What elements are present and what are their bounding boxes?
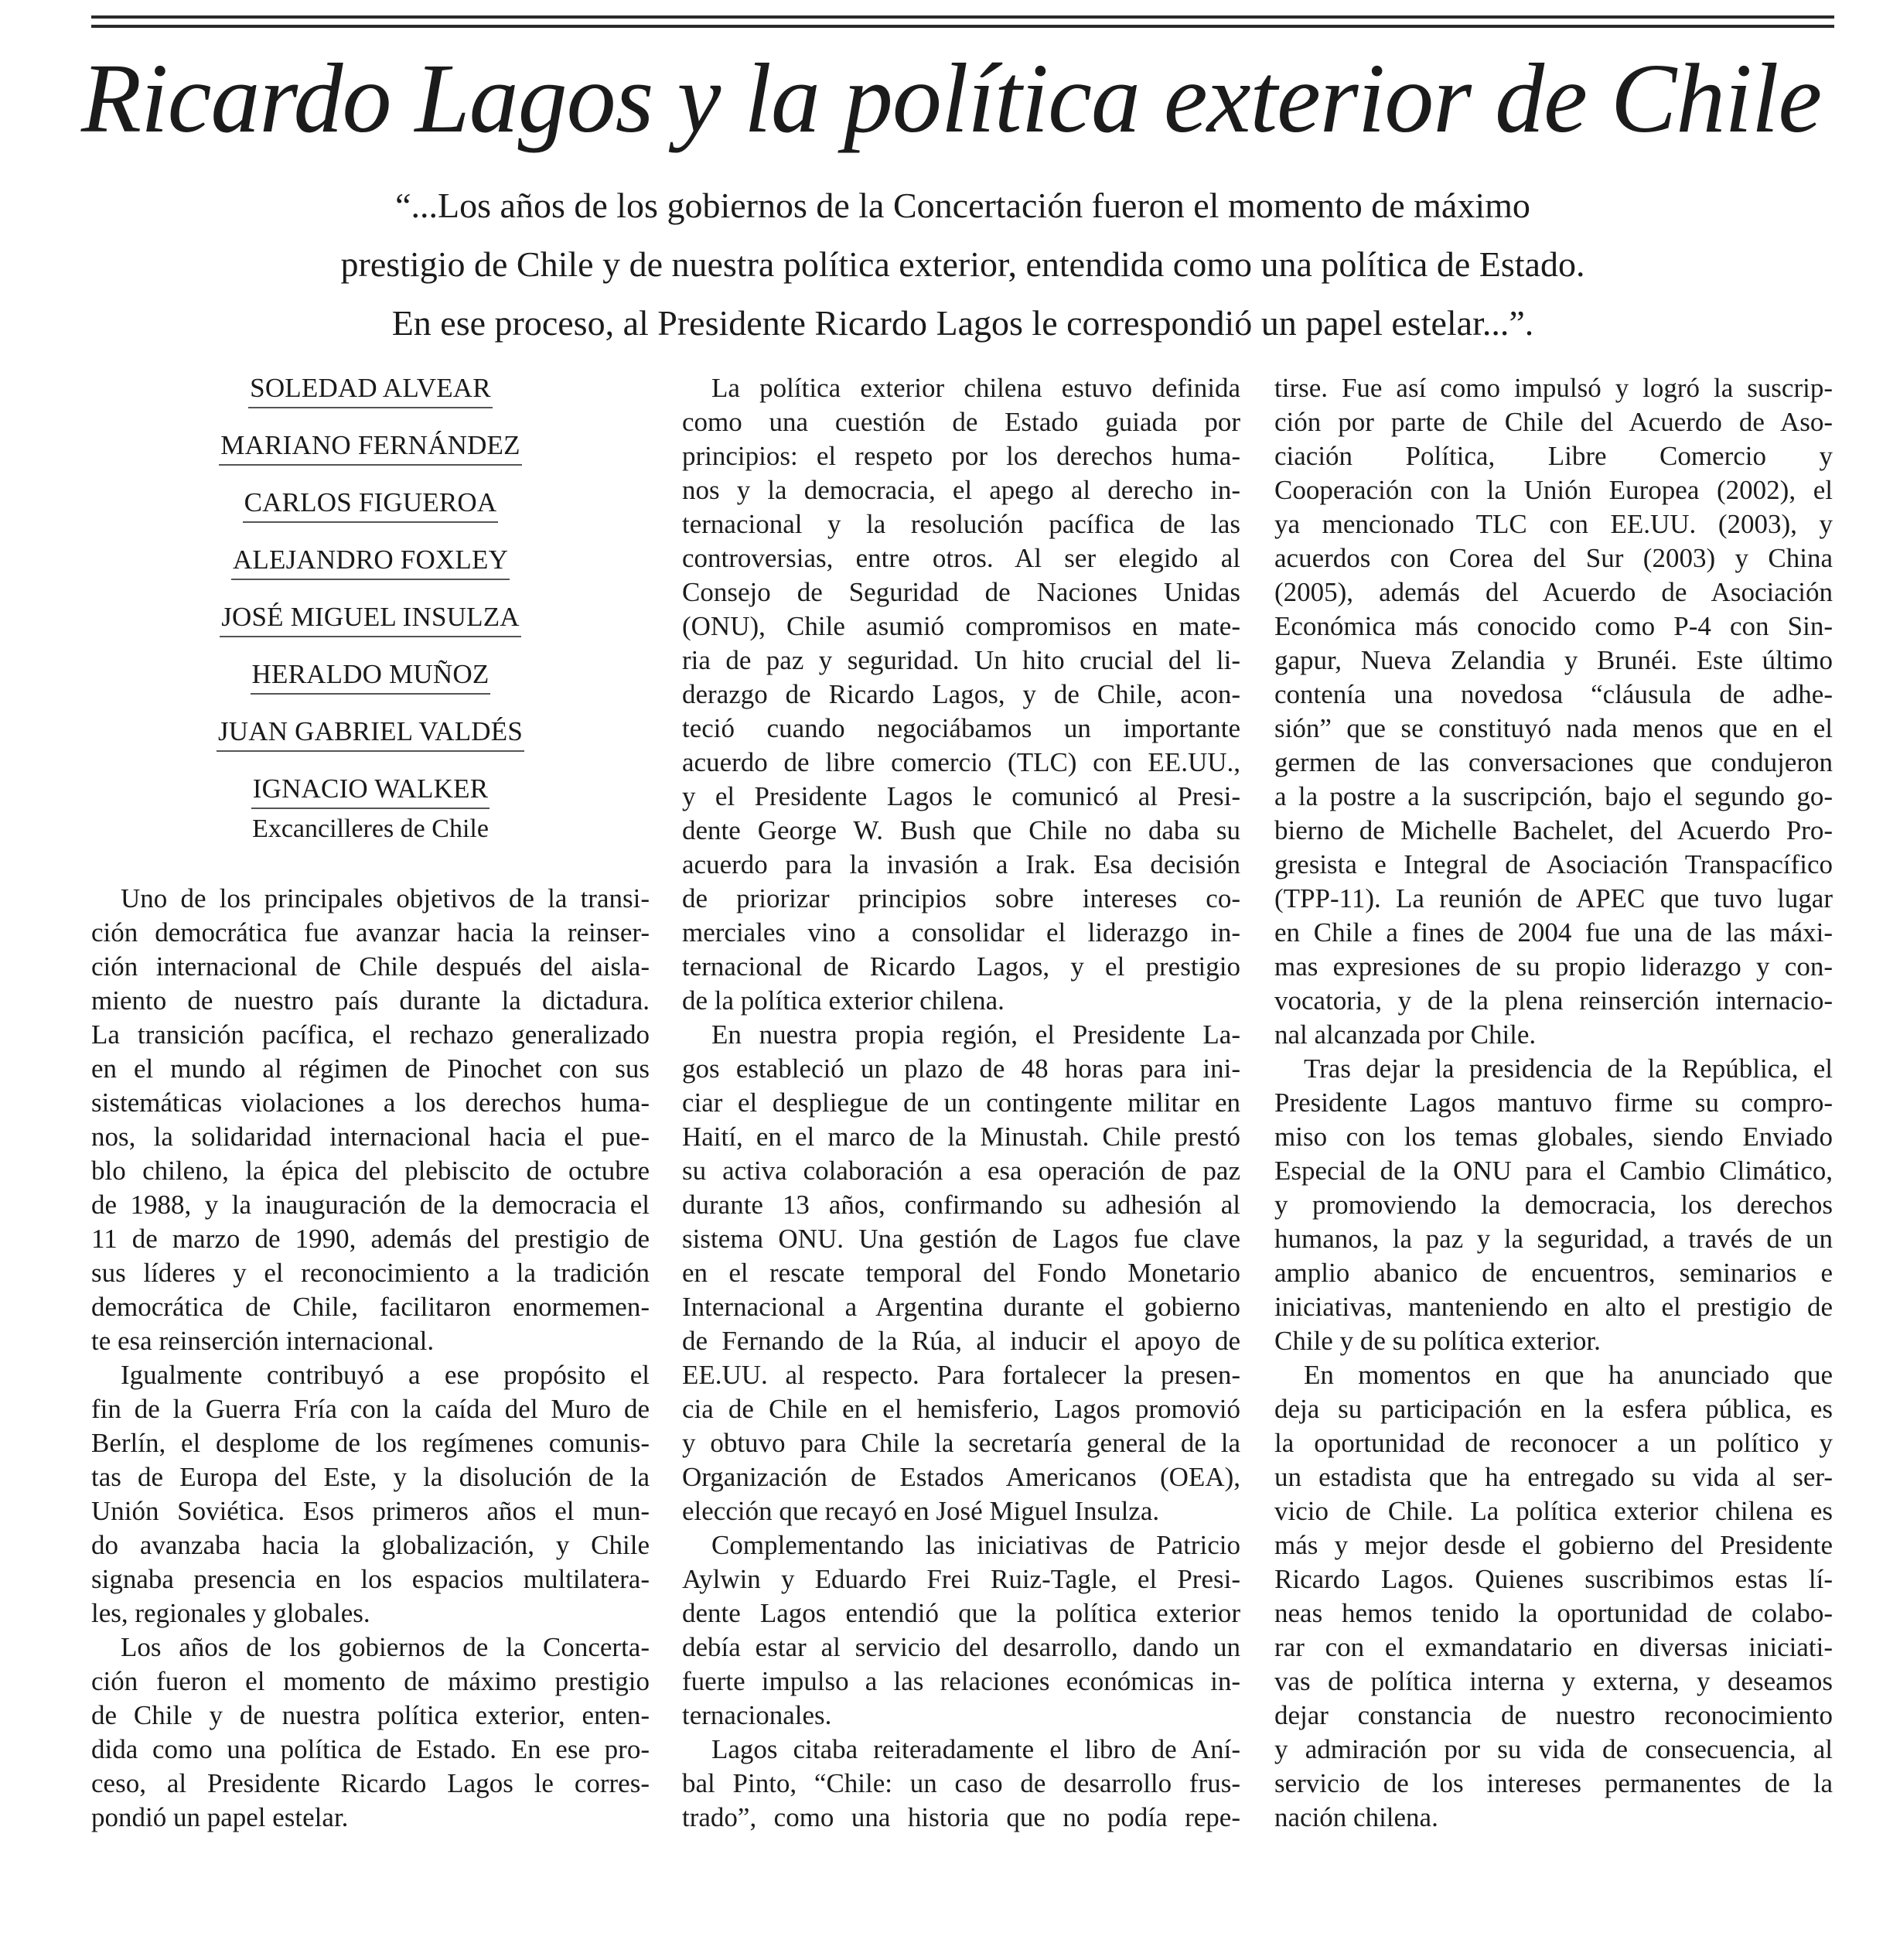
author-name: IGNACIO WALKER [251, 772, 490, 809]
paragraph-line: EE.UU. al respecto. Para fortalecer la presen- [682, 1360, 1240, 1390]
paragraph-line: vicio de Chile. La política exterior chilena es [1274, 1496, 1833, 1526]
pull-quote-line: prestigio de Chile y de nuestra política exterior, entendida como una política de Estado. [340, 244, 1585, 284]
paragraph-line: ria de paz y seguridad. Un hito crucial del li- [682, 645, 1240, 675]
paragraph-line: les, regionales y globales. [91, 1598, 370, 1628]
author-name: SOLEDAD ALVEAR [248, 371, 493, 408]
paragraph-line: Complementando las iniciativas de Patricio [711, 1530, 1240, 1560]
paragraph-line: ción internacional de Chile después del aisla- [91, 951, 650, 982]
paragraph-line: Ricardo Lagos. Quienes suscribimos estas lí- [1274, 1564, 1833, 1594]
paragraph-line: controversias, entre otros. Al ser elegido al [682, 543, 1240, 573]
paragraph-line: (ONU), Chile asumió compromisos en mate- [682, 611, 1240, 641]
paragraph-line: ciación Política, Libre Comercio y [1274, 441, 1833, 471]
paragraph-line: principios: el respeto por los derechos huma- [682, 441, 1240, 471]
paragraph-line: sus líderes y el reconocimiento a la tradición [91, 1258, 650, 1288]
paragraph-line: dejar constancia de nuestro reconocimiento [1274, 1700, 1833, 1730]
paragraph-line: ternacionales. [682, 1700, 832, 1730]
paragraph-line: mas expresiones de su propio liderazgo y con- [1274, 951, 1833, 982]
paragraph-line: vocatoria, y de la plena reinserción internacio- [1274, 985, 1833, 1016]
paragraph-line: sistemáticas violaciones a los derechos huma- [91, 1088, 650, 1118]
paragraph-line: acuerdo de libre comercio (TLC) con EE.UU., [682, 747, 1240, 777]
pull-quote [93, 176, 1833, 353]
paragraph-line: de Chile y de nuestra política exterior, enten- [91, 1700, 650, 1730]
paragraph-line: acuerdos con Corea del Sur (2003) y China [1274, 543, 1833, 573]
paragraph-line: dente Lagos entendió que la política exterior [682, 1598, 1240, 1628]
paragraph-line: Consejo de Seguridad de Naciones Unidas [682, 577, 1240, 607]
paragraph-line: Cooperación con la Unión Europea (2002), el [1274, 475, 1833, 505]
paragraph [682, 1733, 1240, 1835]
author-name: HERALDO MUÑOZ [251, 657, 491, 695]
paragraph-line: nación chilena. [1274, 1802, 1438, 1832]
paragraph-line: Unión Soviética. Esos primeros años el mun- [91, 1496, 650, 1526]
paragraph-line: y el Presidente Lagos le comunicó al Presi- [682, 781, 1240, 811]
paragraph-line: germen de las conversaciones que condujeron [1274, 747, 1833, 777]
paragraph-line: La política exterior chilena estuvo definida [711, 373, 1240, 403]
paragraph-line: nos y la democracia, el apego al derecho in- [682, 475, 1240, 505]
paragraph [1274, 371, 1833, 1052]
paragraph-line: signaba presencia en los espacios multilatera- [91, 1564, 650, 1594]
paragraph-line: fin de la Guerra Fría con la caída del Muro de [91, 1394, 650, 1424]
paragraph-line: derazgo de Ricardo Lagos, y de Chile, acon- [682, 679, 1240, 709]
paragraph [1274, 1052, 1833, 1358]
author-name: JUAN GABRIEL VALDÉS [217, 715, 524, 752]
paragraph-line: (TPP-11). La reunión de APEC que tuvo lugar [1274, 883, 1833, 913]
pull-quote-line: En ese proceso, al Presidente Ricardo Lagos le correspondió un papel estelar...”. [391, 303, 1534, 343]
paragraph-line: tas de Europa del Este, y la disolución de la [91, 1462, 650, 1492]
paragraph-line: sión” que se constituyó nada menos que en el [1274, 713, 1833, 743]
paragraph-line: La transición pacífica, el rechazo generalizado [91, 1019, 650, 1050]
author-name: ALEJANDRO FOXLEY [231, 543, 510, 580]
paragraph-line: Igualmente contribuyó a ese propósito el [121, 1360, 650, 1390]
paragraph-line: Internacional a Argentina durante el gobierno [682, 1292, 1240, 1322]
authors-caption: Excancilleres de Chile [252, 814, 489, 843]
paragraph-line: elección que recayó en José Miguel Insulza. [682, 1496, 1160, 1526]
column-2-body [682, 371, 1240, 1835]
paragraph-line: neas hemos tenido la oportunidad de colabo- [1274, 1598, 1833, 1628]
paragraph-line: ceso, al Presidente Ricardo Lagos le corres- [91, 1768, 650, 1798]
paragraph-line: y admiración por su vida de consecuencia, al [1274, 1734, 1833, 1764]
paragraph-line: tirse. Fue así como impulsó y logró la suscrip- [1274, 373, 1833, 403]
paragraph-line: ternacional y la resolución pacífica de las [682, 509, 1240, 539]
paragraph-line: rar con el exmandatario en diversas iniciati- [1274, 1632, 1833, 1662]
paragraph-line: bal Pinto, “Chile: un caso de desarrollo frus- [682, 1768, 1240, 1798]
author-list [91, 371, 650, 846]
paragraph-line: Los años de los gobiernos de la Concertа- [121, 1632, 650, 1662]
paragraph-line: su activa colaboración a esa operación de paz [682, 1156, 1240, 1186]
paragraph [91, 1630, 650, 1835]
paragraph-line: y promoviendo la democracia, los derechos [1274, 1190, 1833, 1220]
paragraph-line: gos estableció un plazo de 48 horas para ini- [682, 1053, 1240, 1084]
paragraph-line: ción por parte de Chile del Acuerdo de Aso- [1274, 407, 1833, 437]
paragraph-line: Organización de Estados Americanos (OEA), [682, 1462, 1240, 1492]
paragraph-line: de Fernando de la Rúa, al inducir el apoyo de [682, 1326, 1240, 1356]
paragraph-line: de la política exterior chilena. [682, 985, 1005, 1016]
paragraph-line: te esa reinserción internacional. [91, 1326, 435, 1356]
paragraph-line: nal alcanzada por Chile. [1274, 1019, 1537, 1050]
paragraph-line: (2005), además del Acuerdo de Asociación [1274, 577, 1833, 607]
paragraph-line: en el rescate temporal del Fondo Monetario [682, 1258, 1240, 1288]
top-rule-second [91, 25, 1834, 28]
paragraph-line: Tras dejar la presidencia de la República, el [1304, 1053, 1833, 1084]
top-rule [91, 15, 1834, 19]
paragraph-line: pondió un papel estelar. [91, 1802, 349, 1832]
paragraph-line: vas de política interna y externa, y deseamos [1274, 1666, 1833, 1696]
paragraph-line: a la postre a la suscripción, bajo el segundo go- [1274, 781, 1833, 811]
pull-quote-line: “...Los años de los gobiernos de la Concertación fueron el momento de máximo [395, 186, 1530, 225]
paragraph-line: ción fueron el momento de máximo prestigio [91, 1666, 650, 1696]
paragraph-line: do avanzaba hacia la globalización, y Chile [91, 1530, 650, 1560]
paragraph-line: gapur, Nueva Zelandia y Brunéi. Este último [1274, 645, 1833, 675]
paragraph-line: trado”, como una historia que no podía repe- [682, 1802, 1240, 1832]
paragraph-line: un estadista que ha entregado su vida al ser- [1274, 1462, 1833, 1492]
paragraph [1274, 1358, 1833, 1835]
paragraph-line: Haití, en el marco de la Minustah. Chile prestó [682, 1122, 1240, 1152]
paragraph-line: bierno de Michelle Bachelet, del Acuerdo Pro- [1274, 815, 1833, 845]
paragraph-line: contenía una novedosa “cláusula de adhe- [1274, 679, 1833, 709]
paragraph-line: gresista e Integral de Asociación Transpacífico [1274, 849, 1833, 879]
author-name: CARLOS FIGUEROA [243, 486, 499, 523]
paragraph-line: debía estar al servicio del desarrollo, dando un [682, 1632, 1240, 1662]
author-name: JOSÉ MIGUEL INSULZA [220, 600, 521, 637]
paragraph-line: Lagos citaba reiteradamente el libro de Aní- [711, 1734, 1240, 1764]
paragraph-line: democrática de Chile, facilitaron enormemen- [91, 1292, 650, 1322]
paragraph-line: amplio abanico de encuentros, seminarios e [1274, 1258, 1833, 1288]
paragraph-line: merciales vino a consolidar el liderazgo in- [682, 917, 1240, 948]
paragraph-line: como una cuestión de Estado guiada por [682, 407, 1240, 437]
paragraph [91, 1358, 650, 1630]
paragraph-line: en el mundo al régimen de Pinochet con sus [91, 1053, 650, 1084]
paragraph-line: Presidente Lagos mantuvo firme su compro- [1274, 1088, 1833, 1118]
paragraph-line: Berlín, el desplome de los regímenes comunis- [91, 1428, 650, 1458]
paragraph-line: Especial de la ONU para el Cambio Climático, [1274, 1156, 1833, 1186]
paragraph [91, 882, 650, 1358]
paragraph [682, 371, 1240, 1018]
paragraph-line: de 1988, y la inauguración de la democracia el [91, 1190, 650, 1220]
paragraph-line: ternacional de Ricardo Lagos, y el prestigio [682, 951, 1240, 982]
paragraph-line: durante 13 años, confirmando su adhesión al [682, 1190, 1240, 1220]
paragraph-line: en Chile a fines de 2004 fue una de las máxi- [1274, 917, 1833, 948]
paragraph [682, 1528, 1240, 1733]
paragraph-line: iniciativas, manteniendo en alto el prestigio de [1274, 1292, 1833, 1322]
paragraph-line: teció cuando negociábamos un importante [682, 713, 1240, 743]
paragraph-line: deja su participación en la esfera pública, es [1274, 1394, 1833, 1424]
paragraph-line: servicio de los intereses permanentes de la [1274, 1768, 1833, 1798]
paragraph-line: En momentos en que ha anunciado que [1304, 1360, 1833, 1390]
author-name: MARIANO FERNÁNDEZ [219, 429, 521, 466]
paragraph-line: Chile y de su política exterior. [1274, 1326, 1601, 1356]
paragraph-line: más y mejor desde el gobierno del Presidente [1274, 1530, 1833, 1560]
paragraph-line: de priorizar principios sobre intereses co- [682, 883, 1240, 913]
paragraph [682, 1018, 1240, 1528]
paragraph-line: Aylwin y Eduardo Frei Ruiz-Tagle, el Presi- [682, 1564, 1240, 1594]
paragraph-line: sistema ONU. Una gestión de Lagos fue clave [682, 1224, 1240, 1254]
paragraph-line: nos, la solidaridad internacional hacia el pue- [91, 1122, 650, 1152]
paragraph-line: humanos, la paz y la seguridad, a través de un [1274, 1224, 1833, 1254]
paragraph-line: Uno de los principales objetivos de la transi- [121, 883, 650, 913]
headline: Ricardo Lagos y la política exterior de Chile [80, 43, 1822, 153]
paragraph-line: dida como una política de Estado. En ese pro- [91, 1734, 650, 1764]
paragraph-line: blo chileno, la épica del plebiscito de octubre [91, 1156, 650, 1186]
paragraph-line: miento de nuestro país durante la dictadura. [91, 985, 650, 1016]
paragraph-line: y obtuvo para Chile la secretaría general de la [682, 1428, 1240, 1458]
paragraph-line: la oportunidad de reconocer a un político y [1274, 1428, 1833, 1458]
paragraph-line: ya mencionado TLC con EE.UU. (2003), y [1274, 509, 1833, 539]
paragraph-line: acuerdo para la invasión a Irak. Esa decisión [682, 849, 1240, 879]
paragraph-line: fuerte impulso a las relaciones económicas in- [682, 1666, 1240, 1696]
paragraph-line: Económica más conocido como P-4 con Sin- [1274, 611, 1833, 641]
column-1-body [91, 882, 650, 1835]
paragraph-line: ción democrática fue avanzar hacia la reinser- [91, 917, 650, 948]
paragraph-line: cia de Chile en el hemisferio, Lagos promovió [682, 1394, 1240, 1424]
paragraph-line: 11 de marzo de 1990, además del prestigio de [91, 1224, 650, 1254]
paragraph-line: miso con los temas globales, siendo Enviado [1274, 1122, 1833, 1152]
column-3-body [1274, 371, 1833, 1835]
paragraph-line: ciar el despliegue de un contingente militar en [682, 1088, 1240, 1118]
paragraph-line: dente George W. Bush que Chile no daba su [682, 815, 1240, 845]
paragraph-line: En nuestra propia región, el Presidente La- [711, 1019, 1240, 1050]
